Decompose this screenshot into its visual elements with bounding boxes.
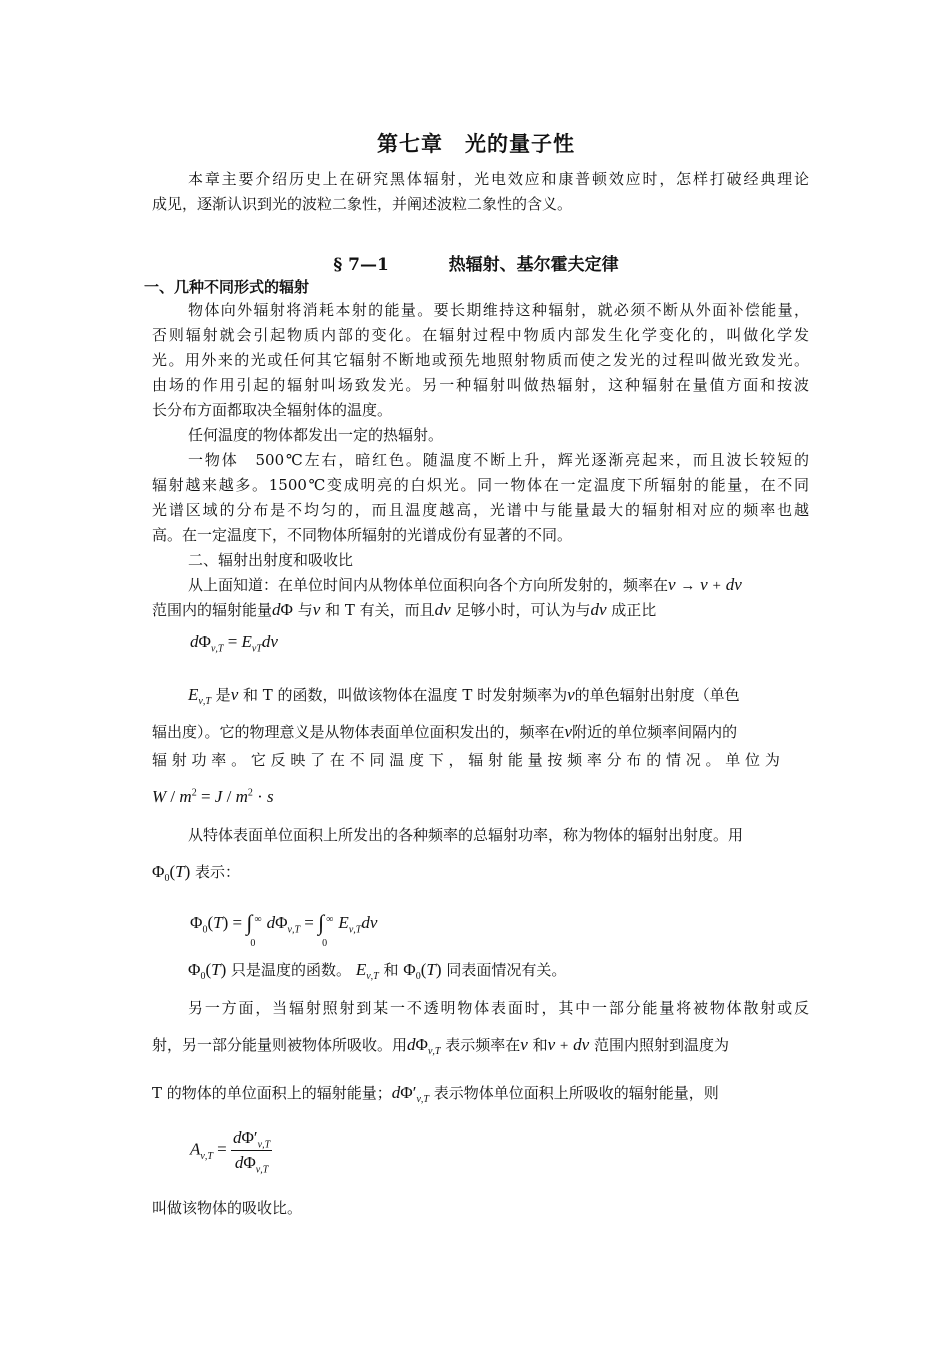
p7-text-c: 同表面情况有关。 (446, 961, 567, 979)
p6-line-1: 从特体表面单位面积上所发出的各种频率的总辐射功率，称为物体的辐射出射度。用 (188, 826, 744, 844)
p4-text-f: 成正比 (611, 601, 657, 619)
p9: 叫做该物体的吸收比。 (152, 1199, 303, 1217)
p4-text-e: 足够小时，可认为与 (455, 601, 591, 619)
p4-text-d: 和 T 有关，而且 (325, 601, 435, 619)
p8-text-f: T 的物体的单位面积上的辐射能量； (152, 1084, 392, 1102)
unit-formula: $W / m^2 = J / m^2 \cdot s$ (152, 787, 274, 806)
subheading-2: 二、辐射出射度和吸收比 (188, 551, 354, 569)
p1-line-2: 否则辐射就会引起物质内部的变化。在辐射过程中物质内部发生化学变化的，叫做化学发 (152, 326, 809, 344)
p1-line-5: 长分布方面都取决全辐射体的温度。 (152, 401, 393, 419)
p6-text-b: 表示： (195, 863, 241, 881)
intro-line-1: 本章主要介绍历史上在研究黑体辐射，光电效应和康普顿效应时，怎样打破经典理论 (188, 170, 809, 188)
p1-line-3: 光。用外来的光或任何其它辐射不断地或预先地照射物质而使之发光的过程叫做光致发光。 (152, 351, 809, 369)
p8-line-1: 另一方面，当辐射照射到某一不透明物体表面时，其中一部分能量将被物体散射或反 (188, 999, 809, 1017)
p3-line-3: 光谱区域的分布是不均匀的，而且温度越高，光谱中与能量最大的辐射相对应的频率也越 (152, 501, 809, 519)
p1-line-4: 由场的作用引起的辐射叫场致发光。另一种辐射叫做热辐射，这种辐射在量值方面和按波 (152, 376, 809, 394)
intro-line-2: 成见，逐渐认识到光的波粒二象性，并阐述波粒二象性的含义。 (152, 195, 573, 213)
section-number: § 7—1 (333, 255, 389, 275)
chapter-title: 第七章 光的量子性 (377, 131, 575, 156)
p8-text-d: 和 (532, 1036, 548, 1054)
p8-text-c: 表示频率在 (445, 1036, 521, 1054)
p3-line-4: 高。在一定温度下，不同物体所辐射的光谱成份有显著的不同。 (152, 526, 573, 544)
p7: $\Phi_0(T)$ 只是温度的函数。 $E_{\nu,T}$ 和 $\Phi_0(T)$ 同表面情况有关。 (188, 960, 567, 982)
p4-text-a: 从上面知道：在单位时间内从物体单位面积向各个方向所发射的，频率在 (188, 576, 669, 594)
section-name: 热辐射、基尔霍夫定律 (448, 255, 619, 275)
p5-text-d: 辐出度）。它的物理意义是从物体表面单位面积发出的，频率在 (152, 723, 565, 741)
p8-line-2: 射，另一部分能量则被物体所吸收。用$d\Phi_{\nu,T}$ 表示频率在ν 和ν + dν 范围内照射到温度为 (152, 1035, 730, 1057)
p5-text-e: 附近的单位频率间隔内的 (572, 723, 738, 741)
p8-line-3: T 的物体的单位面积上的辐射能量；$d\Phi'_{\nu,T}$ 表示物体单位面积上所吸收的辐射能量，则 (152, 1083, 719, 1105)
p8-text-e: 范围内照射到温度为 (594, 1036, 730, 1054)
p3-line-2: 辐射越来越多。1500℃变成明亮的白炽光。同一物体在一定温度下所辐射的能量，在不同 (152, 476, 809, 494)
p7-text-a: 只是温度的函数。 (231, 961, 352, 979)
p3-line-1: 一物体 500℃左右，暗红色。随温度不断上升，辉光逐渐亮起来，而且波长较短的 (188, 451, 809, 469)
equation-2: $\Phi_0(T)$ = ∫ ∞ 0 $d\Phi_{\nu,T}$ = ∫ ∞ 0 $E_{\nu,T}d\nu$ (190, 910, 378, 949)
p5-line-3: 辐 射 功 率 。 它 反 映 了 在 不 同 温 度 下 ， 辐 射 能 量 按 频 率 分 布 的 情 况 。 单 位 为 (152, 751, 780, 769)
p5-line-1: $E_{\nu,T}$ 是ν 和 T 的函数，叫做该物体在温度 T 时发射频率为ν的单色辐射出射度（单色 (188, 685, 740, 707)
p7-text-b: 和 (383, 961, 399, 979)
p5-text-c: 的单色辐射出射度（单色 (574, 686, 740, 704)
p8-text-g: 表示物体单位面积上所吸收的辐射能量，则 (433, 1084, 719, 1102)
p5-text-b: 和 T 的函数，叫做该物体在温度 T 时发射频率为 (243, 686, 568, 704)
p1-line-1: 物体向外辐射将消耗本射的能量。要长期维持这种辐射，就必须不断从外面补偿能量， (188, 301, 809, 319)
section-heading (0, 250, 952, 275)
p4-line-1: 从上面知道：在单位时间内从物体单位面积向各个方向所发射的，频率在ν → ν + dν (188, 575, 742, 594)
p4-line-2: 范围内的辐射能量dΦ 与ν 和 T 有关，而且dν 足够小时，可认为与dν 成正比 (152, 600, 657, 619)
p2: 任何温度的物体都发出一定的热辐射。 (188, 426, 444, 444)
equation-1: $d\Phi_{\nu,T} = E_{\nu T}d\nu$ (190, 632, 278, 655)
subheading-1: 一、几种不同形式的辐射 (144, 278, 310, 296)
p4-text-c: 与 (297, 601, 313, 619)
p8-text-b: 射，另一部分能量则被物体所吸收。用 (152, 1036, 408, 1054)
p6-line-2: $\Phi_0(T)$ 表示： (152, 862, 241, 884)
p5-text-a: 是 (215, 686, 231, 704)
p4-text-b: 范围内的辐射能量 (152, 601, 273, 619)
p5-line-2: 辐出度）。它的物理意义是从物体表面单位面积发出的，频率在ν附近的单位频率间隔内的 (152, 722, 738, 741)
equation-3: $A_{\nu,T}$ = $\frac{d\Phi'_{\nu,T}}{d\Phi_{\nu,T}}$ (190, 1128, 271, 1176)
